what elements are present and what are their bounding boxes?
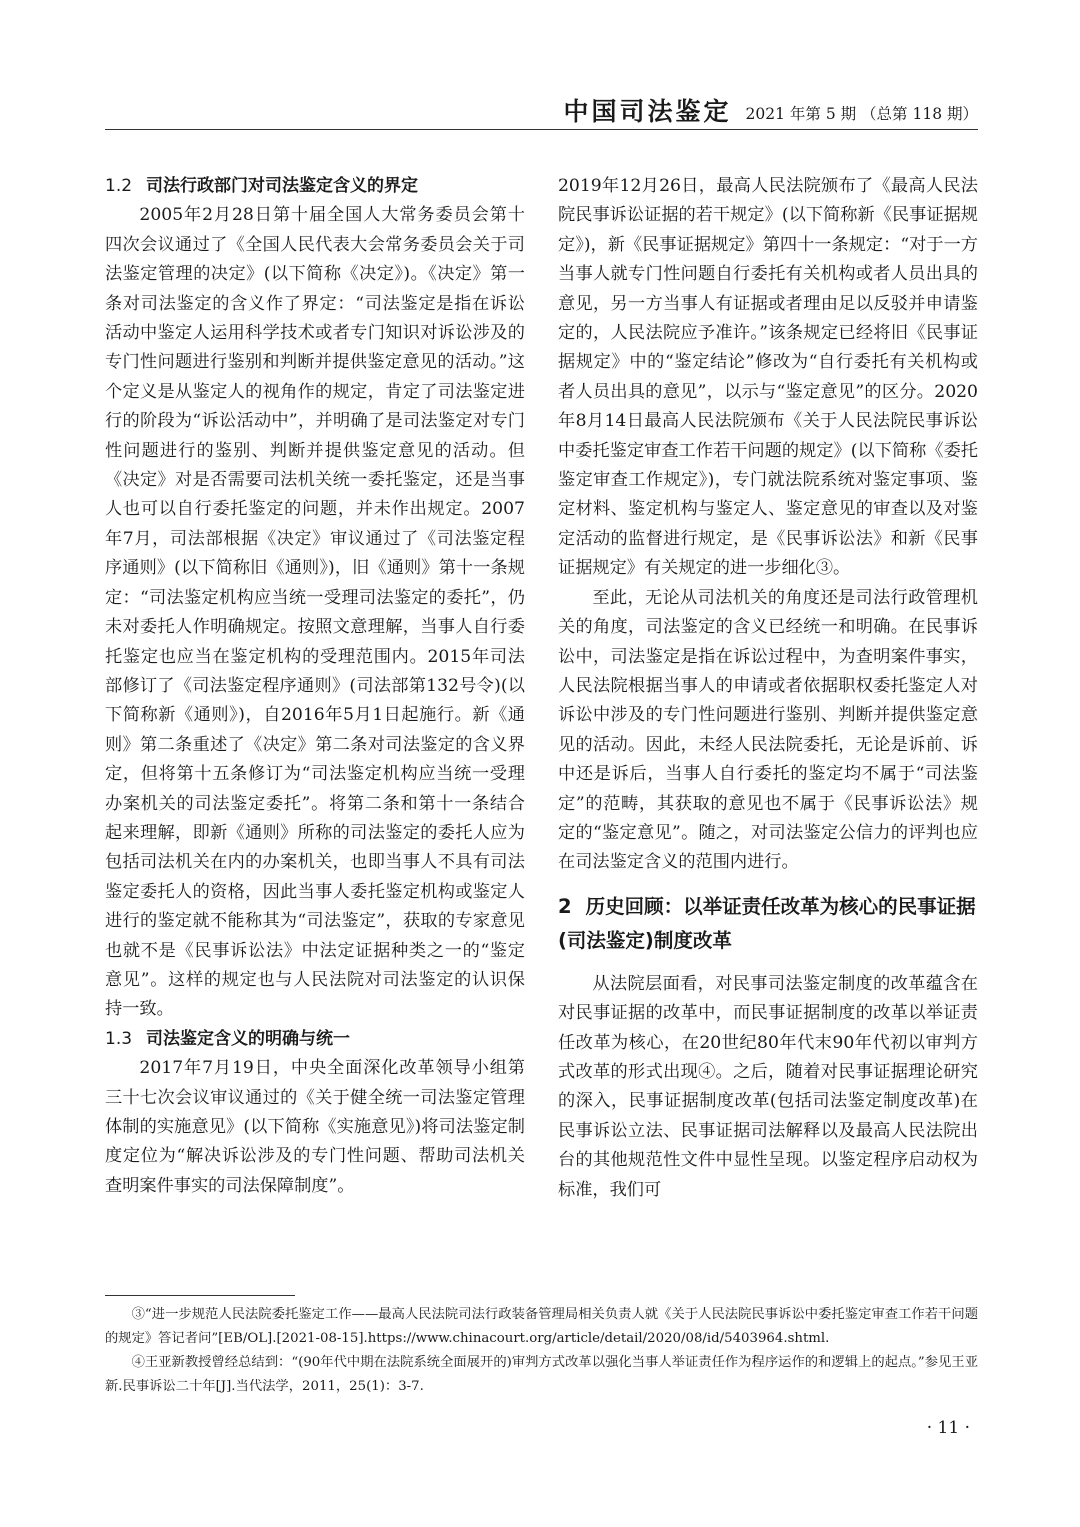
- journal-name: 中国司法鉴定: [563, 97, 732, 126]
- paragraph: 2005年2月28日第十届全国人大常务委员会第十四次会议通过了《全国人民代表大会常务委员会关于司法鉴定管理的决定》(以下简称《决定》)。《决定》第一条对司法鉴定的含义作了界定：“司法鉴定是指在诉讼活动中鉴定人运用科学技术或者专门知识对诉讼涉及的专门性问题进行鉴别和判断并提供鉴定意见的活动。”这个定义是从鉴定人的视角作的规定，肯定了司法鉴定进行的阶段为“诉讼活动中”，并明确了是司法鉴定对专门性问题进行的鉴别、判断并提供鉴定意见的活动。但《决定》对是否需要司法机关统一委托鉴定，还是当事人也可以自行委托鉴定的问题，并未作出规定。2007年7月，司法部根据《决定》审议通过了《司法鉴定程序通则》(以下简称旧《通则》)，旧《通则》第十一条规定：“司法鉴定机构应当统一受理司法鉴定的委托”，仍未对委托人作明确规定。按照文意理解，当事人自行委托鉴定也应当在鉴定机构的受理范围内。2015年司法部修订了《司法鉴定程序通则》(司法部第132号令)(以下简称新《通则》)，自2016年5月1日起施行。新《通则》第二条重述了《决定》第二条对司法鉴定的含义界定，但将第十五条修订为“司法鉴定机构应当统一受理办案机关的司法鉴定委托”。将第二条和第十一条结合起来理解，即新《通则》所称的司法鉴定的委托人应为包括司法机关在内的办案机关，也即当事人不具有司法鉴定委托人的资格，因此当事人委托鉴定机构或鉴定人进行的鉴定就不能称其为“司法鉴定”，获取的专家意见也就不是《民事诉讼法》中法定证据种类之一的“鉴定意见”。这样的规定也与人民法院对司法鉴定的认识保持一致。: [105, 205, 525, 1020]
- section-number: 2: [558, 894, 572, 918]
- paragraph: 从法院层面看，对民事司法鉴定制度的改革蕴含在对民事证据的改革中，而民事证据制度的改革以举证责任改革为核心，在20世纪80年代末90年代初以审判方式改革的形式出现④。之后，随着对民事证据理论研究的深入，民事证据制度改革(包括司法鉴定制度改革)在民事诉讼立法、民事证据司法解释以及最高人民法院出台的其他规范性文件中显性呈现。以鉴定程序启动权为标准，我们可: [558, 973, 978, 1200]
- running-header: [105, 96, 978, 130]
- section-title: 历史回顾：以举证责任改革为核心的民事证据(司法鉴定)制度改革: [558, 894, 976, 952]
- paragraph-continued: 2019年12月26日，最高人民法院颁布了《最高人民法院民事诉讼证据的若干规定》(以下简称新《民事证据规定》)，新《民事证据规定》第四十一条规定：“对于一方当事人就专门性问题自行委托有关机构或者人员出具的意见，另一方当事人有证据或者理由足以反驳并申请鉴定的，人民法院应予准许。”该条规定已经将旧《民事证据规定》中的“鉴定结论”修改为“自行委托有关机构或者人员出具的意见”，以示与“鉴定意见”的区分。2020年8月14日最高人民法院颁布《关于人民法院民事诉讼中委托鉴定审查工作若干问题的规定》(以下简称《委托鉴定审查工作规定》)，专门就法院系统对鉴定事项、鉴定材料、鉴定机构与鉴定人、鉴定意见的审查以及对鉴定活动的监督进行规定，是《民事诉讼法》和新《民事证据规定》有关规定的进一步细化③。: [558, 176, 978, 579]
- section-heading-2: [558, 890, 978, 958]
- footnote-3: ③“进一步规范人民法院委托鉴定工作——最高人民法院司法行政装备管理局相关负责人就《关于人民法院民事诉讼中委托鉴定审查工作若干问题的规定》答记者问”[EB/OL].[2021-08-15].https://www.chinacourt.org/article/detail/2020/08/id/5403964.shtml.: [105, 1307, 978, 1346]
- paragraph: 至此，无论从司法机关的角度还是司法行政管理机关的角度，司法鉴定的含义已经统一和明确。在民事诉讼中，司法鉴定是指在诉讼过程中，为查明案件事实，人民法院根据当事人的申请或者依据职权委托鉴定人对诉讼中涉及的专门性问题进行鉴别、判断并提供鉴定意见的活动。因此，未经人民法院委托，无论是诉前、诉中还是诉后，当事人自行委托的鉴定均不属于“司法鉴定”的范畴，其获取的意见也不属于《民事诉讼法》规定的“鉴定意见”。随之，对司法鉴定公信力的评判也应在司法鉴定含义的范围内进行。: [558, 587, 978, 873]
- section-number: 1.2: [105, 176, 133, 196]
- section-title: 司法行政部门对司法鉴定含义的界定: [146, 176, 419, 196]
- footnotes: [105, 1303, 978, 1399]
- left-column: [105, 172, 525, 1201]
- footnote-4: ④王亚新教授曾经总结到：“(90年代中期在法院系统全面展开的)审判方式改革以强化当事人举证责任作为程序运作的和逻辑上的起点。”参见王亚新.民事诉讼二十年[J].当代法学，2011，25(1)：3-7.: [105, 1355, 978, 1394]
- section-number: 1.3: [105, 1028, 133, 1049]
- page-number: · 11 ·: [926, 1418, 970, 1438]
- section-heading-1-3: [105, 1025, 525, 1054]
- right-column: [558, 172, 978, 1205]
- section-title: 司法鉴定含义的明确与统一: [146, 1028, 351, 1049]
- paragraph: 2017年7月19日，中央全面深化改革领导小组第三十七次会议审议通过的《关于健全统一司法鉴定管理体制的实施意见》(以下简称《实施意见》)将司法鉴定制度定位为“解决诉讼涉及的专门性问题、帮助司法机关查明案件事实的司法保障制度”。: [105, 1058, 525, 1196]
- section-heading-1-2: [105, 172, 525, 201]
- issue-info: 2021 年第 5 期 （总第 118 期）: [745, 105, 978, 123]
- footnote-divider: [105, 1295, 295, 1296]
